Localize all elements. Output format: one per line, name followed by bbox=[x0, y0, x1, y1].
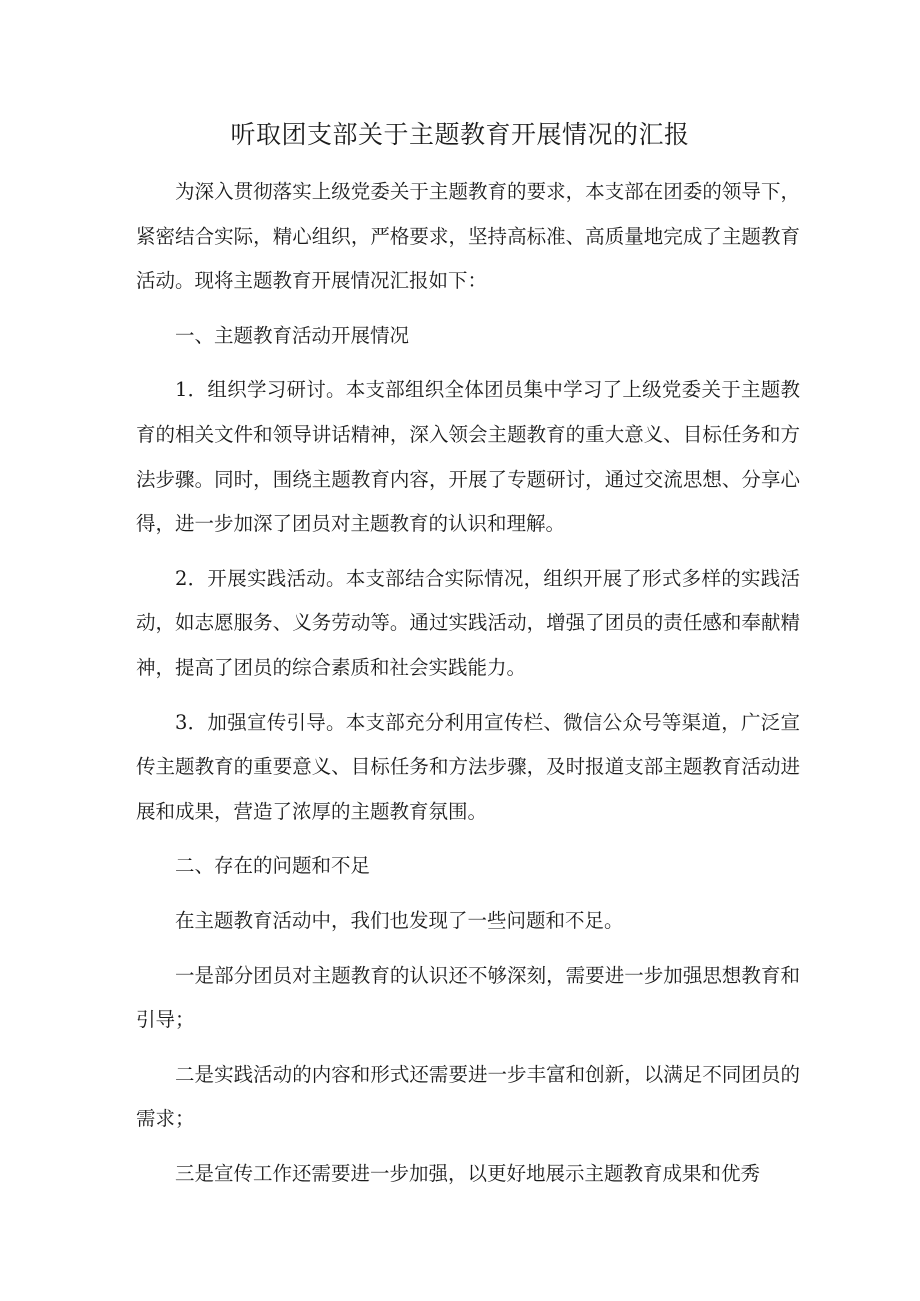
paragraph-item-2: 2．开展实践活动。本支部结合实际情况，组织开展了形式多样的实践活动，如志愿服务、义务劳动等。通过实践活动，增强了团员的责任感和奉献精神，提高了团员的综合素质和社会实践能力。 bbox=[136, 566, 800, 679]
section-heading-1: 一、主题教育活动开展情况 bbox=[175, 323, 410, 347]
paragraph-item-3: 3．加强宣传引导。本支部充分利用宣传栏、微信公众号等渠道，广泛宣传主题教育的重要意义、目标任务和方法步骤，及时报道支部主题教育活动进展和成果，营造了浓厚的主题教育氛围。 bbox=[136, 710, 800, 823]
paragraph-problem-3: 三是宣传工作还需要进一步加强，以更好地展示主题教育成果和优秀 bbox=[175, 1161, 761, 1185]
paragraph-intro: 为深入贯彻落实上级党委关于主题教育的要求，本支部在团委的领导下，紧密结合实际，精心组织，严格要求，坚持高标准、高质量地完成了主题教育活动。现将主题教育开展情况汇报如下： bbox=[136, 180, 800, 293]
paragraph-problem-1: 一是部分团员对主题教育的认识还不够深刻，需要进一步加强思想教育和引导； bbox=[136, 963, 800, 1032]
paragraph-problem-2: 二是实践活动的内容和形式还需要进一步丰富和创新，以满足不同团员的需求； bbox=[136, 1062, 800, 1131]
section-heading-2: 二、存在的问题和不足 bbox=[175, 854, 371, 878]
document-title: 听取团支部关于主题教育开展情况的汇报 bbox=[230, 120, 690, 149]
paragraph-problems-intro: 在主题教育活动中，我们也发现了一些问题和不足。 bbox=[175, 908, 624, 932]
document-body bbox=[136, 170, 800, 1206]
paragraph-item-1: 1．组织学习研讨。本支部组织全体团员集中学习了上级党委关于主题教育的相关文件和领导讲话精神，深入领会主题教育的重大意义、目标任务和方法步骤。同时，围绕主题教育内容，开展了专题研讨，通过交流思想、分享心得，进一步加深了团员对主题教育的认识和理解。 bbox=[136, 378, 800, 536]
